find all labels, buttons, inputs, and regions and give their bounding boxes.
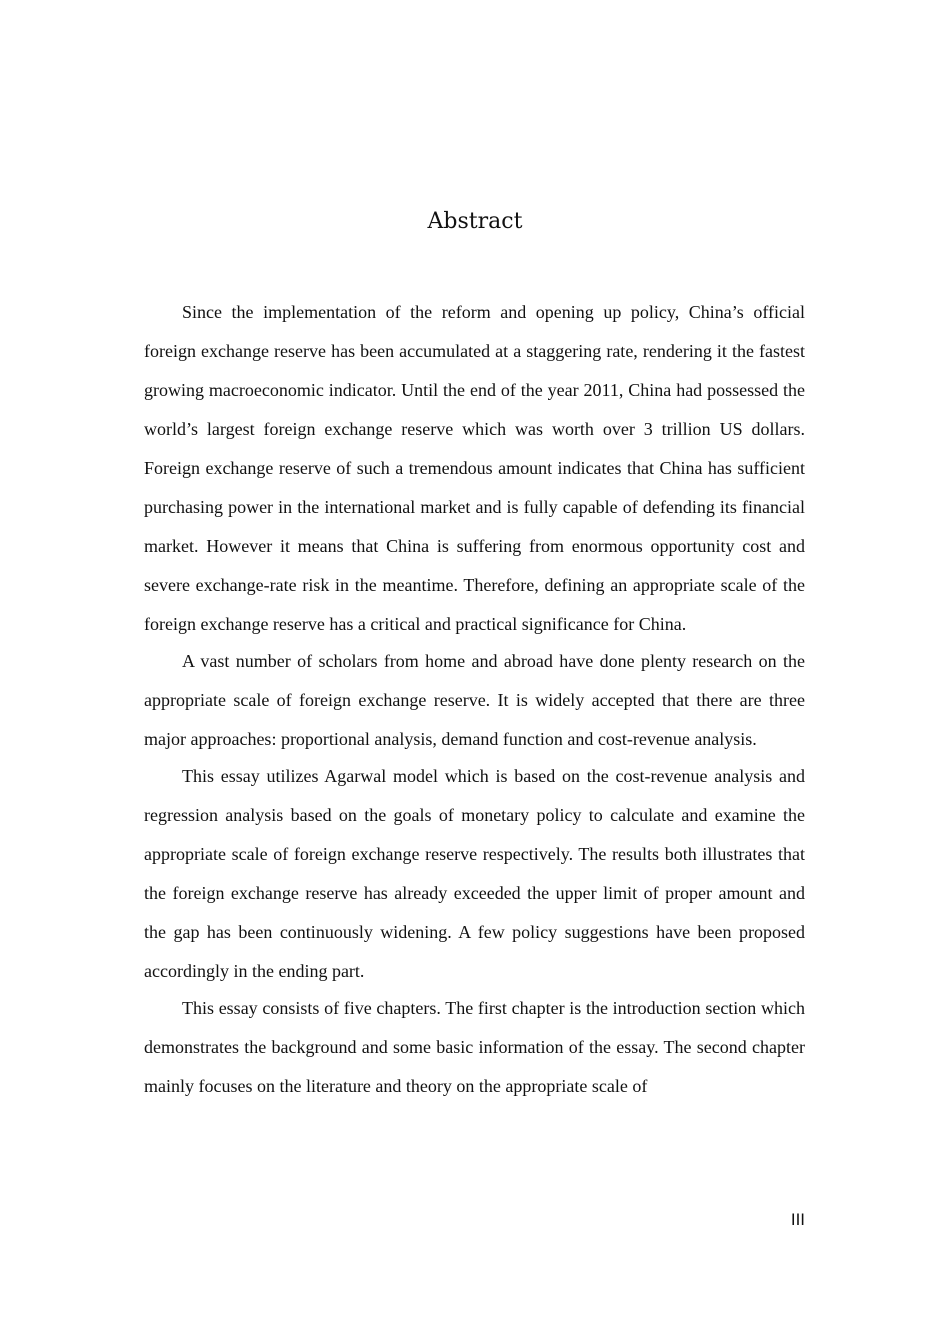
page-title: Abstract — [427, 209, 523, 234]
abstract-body — [144, 293, 805, 1104]
page-number: III — [790, 1210, 805, 1229]
abstract-paragraph-2: A vast number of scholars from home and abroad have done plenty research on the appropriate scale of foreign exchange reserve. It is widely accepted that there are three major approaches: proportional analysis, demand function and cost-revenue analysis. — [144, 651, 805, 749]
abstract-paragraph-4: This essay consists of five chapters. The first chapter is the introduction section which demonstrates the background and some basic information of the essay. The second chapter mainly focuses on the literature and theory on the appropriate scale of — [144, 998, 805, 1096]
abstract-paragraph-3: This essay utilizes Agarwal model which is based on the cost-revenue analysis and regression analysis based on the goals of monetary policy to calculate and examine the appropriate scale of foreign exchange reserve respectively. The results both illustrates that the foreign exchange reserve has already exceeded the upper limit of proper amount and the gap has been continuously widening. A few policy suggestions have been proposed accordingly in the ending part. — [144, 766, 805, 981]
abstract-paragraph-1: Since the implementation of the reform and opening up policy, China’s official foreign exchange reserve has been accumulated at a staggering rate, rendering it the fastest growing macroeconomic indicator. Until the end of the year 2011, China had possessed the world’s largest foreign exchange reserve which was worth over 3 trillion US dollars. Foreign exchange reserve of such a tremendous amount indicates that China has sufficient purchasing power in the international market and is fully capable of defending its financial market. However it means that China is suffering from enormous opportunity cost and severe exchange-rate risk in the meantime. Therefore, defining an appropriate scale of the foreign exchange reserve has a critical and practical significance for China. — [144, 302, 805, 634]
